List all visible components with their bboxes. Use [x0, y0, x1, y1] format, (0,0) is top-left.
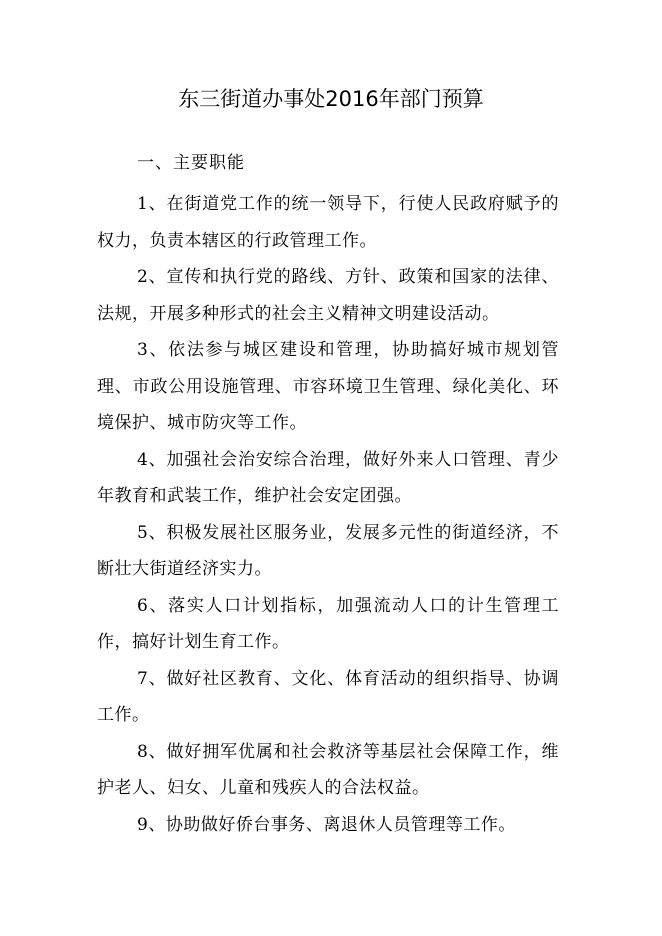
function-item-2: 2、宣传和执行党的路线、方针、政策和国家的法律、法规，开展多种形式的社会主义精神文明建设活动。: [97, 267, 559, 324]
function-item-4: 4、加强社会治安综合治理，做好外来人口管理、青少年教育和武装工作，维护社会安定团强。: [97, 449, 559, 506]
function-item-8: 8、做好拥军优属和社会救济等基层社会保障工作，维护老人、妇女、儿童和残疾人的合法权益。: [97, 741, 559, 798]
function-item-1: 1、在街道党工作的统一领导下，行使人民政府赋予的权力，负责本辖区的行政管理工作。: [97, 194, 559, 251]
function-item-5: 5、积极发展社区服务业，发展多元性的街道经济，不断壮大街道经济实力。: [97, 522, 559, 579]
section-heading-main-functions: 一、主要职能: [137, 153, 245, 173]
function-list: [97, 186, 559, 843]
function-item-7: 7、做好社区教育、文化、体育活动的组织指导、协调工作。: [97, 668, 559, 725]
function-item-3: 3、依法参与城区建设和管理，协助搞好城市规划管理、市政公用设施管理、市容环境卫生管理、绿化美化、环境保护、城市防灾等工作。: [97, 340, 559, 433]
document-title: 东三街道办事处2016年部门预算: [178, 87, 484, 111]
function-item-6: 6、落实人口计划指标，加强流动人口的计生管理工作，搞好计划生育工作。: [97, 595, 559, 652]
function-item-9: 9、协助做好侨台事务、离退休人员管理等工作。: [137, 814, 516, 835]
